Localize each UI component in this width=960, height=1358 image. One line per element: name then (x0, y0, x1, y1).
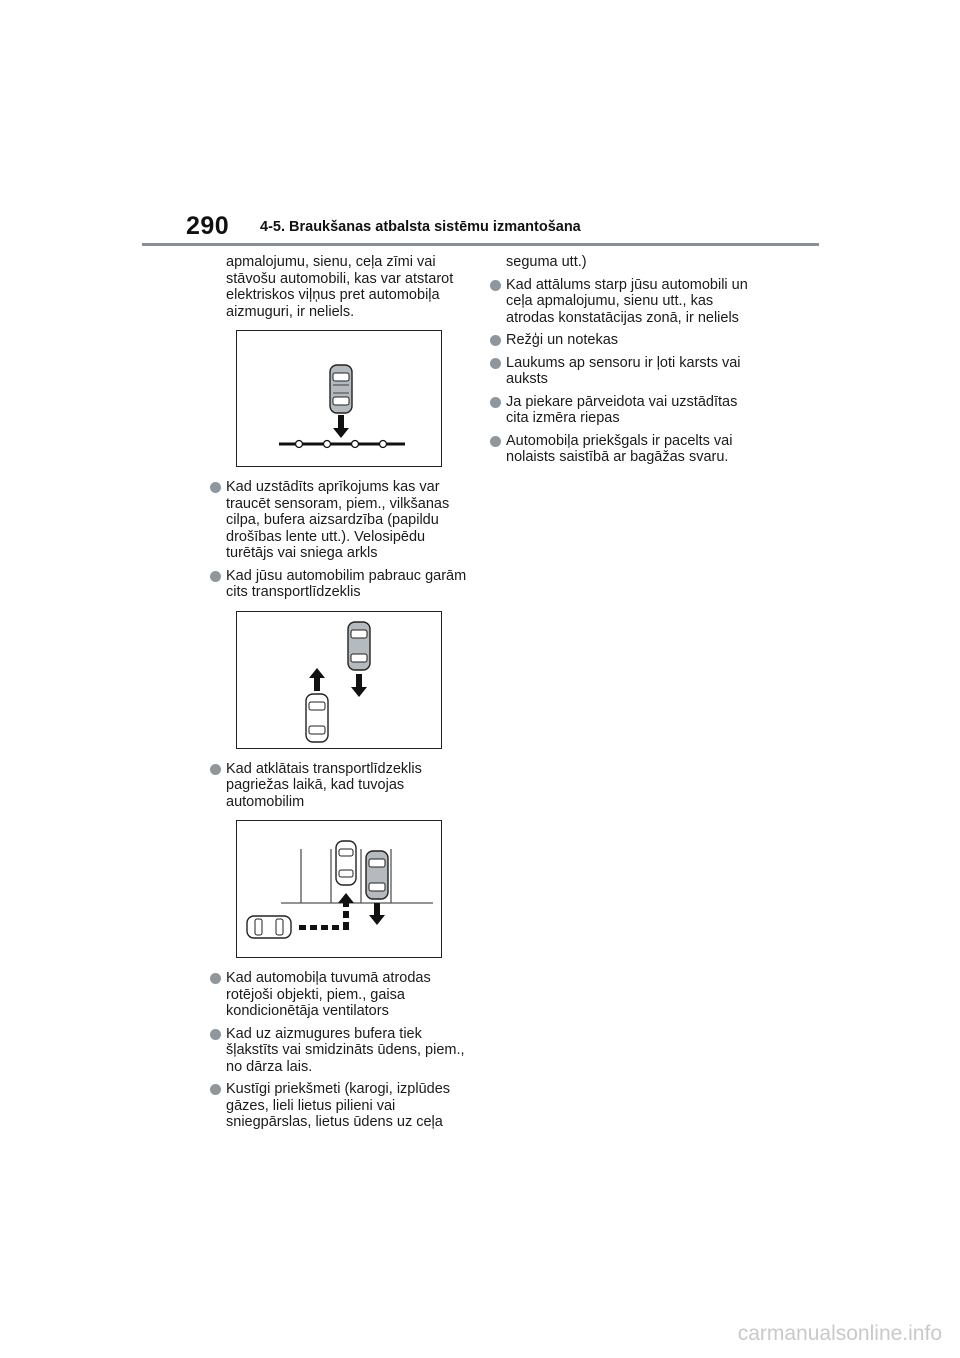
bullet-text: Kad automobiļa tuvumā atrodas rotējoši objekti, piem., gaisa kondicionētāja ventilators (226, 970, 431, 1019)
arrow-up-icon (309, 668, 325, 691)
bullet-icon (210, 1029, 221, 1040)
bullet-item (210, 970, 475, 1020)
bullet-item (210, 1081, 475, 1131)
bullet-text: Automobiļa priekšgals ir pacelts vai nolaists saistībā ar bagāžas svaru. (506, 432, 733, 465)
bullet-item (210, 1026, 475, 1076)
bullet-icon (490, 280, 501, 291)
arrow-down-icon (351, 674, 367, 697)
passing-vehicle-illustration (237, 612, 441, 748)
parking-lines (281, 849, 433, 903)
bullet-icon (490, 335, 501, 346)
bullet-icon (210, 482, 221, 493)
arrow-down-icon (333, 415, 349, 438)
car-icon (247, 916, 291, 938)
car-icon (348, 622, 370, 670)
bullet-item (210, 761, 475, 811)
right-continuation: seguma utt.) (506, 254, 587, 270)
bullet-icon (210, 973, 221, 984)
bullet-icon (210, 764, 221, 775)
figure-car-reversing-to-barrier (236, 330, 442, 467)
intro-continuation: apmalojumu, sienu, ceļa zīmi vai stāvošu automobili, kas var atstarot elektriskos viļņus pret automobiļa aizmuguri, ir neliels. (226, 254, 454, 320)
car-icon (306, 694, 328, 742)
car-icon (366, 851, 388, 899)
car-reversing-to-barrier-illustration (237, 331, 441, 466)
bullet-text: Kad uzstādīts aprīkojums kas var traucēt sensoram, piem., vilkšanas cilpa, bufera aizsardzība (papildu drošības lente utt.). Velosipēdu turētājs vai sniega arkls (226, 479, 450, 561)
page-number: 290 (186, 212, 230, 240)
bullet-item (490, 355, 770, 388)
car-icon (330, 365, 352, 413)
bullet-icon (490, 436, 501, 447)
figure-turning-vehicle (236, 820, 442, 958)
bullet-text: Kad jūsu automobilim pabrauc garām cits transportlīdzeklis (226, 567, 467, 600)
right-column (490, 254, 770, 472)
section-title: 4-5. Braukšanas atbalsta sistēmu izmantošana (260, 219, 581, 235)
bullet-icon (490, 358, 501, 369)
figure-passing-vehicle (236, 611, 442, 749)
bullet-item (490, 394, 770, 427)
car-icon (336, 841, 356, 885)
barrier-line (279, 441, 405, 448)
bullet-icon (210, 1084, 221, 1095)
dashed-path-arrow-icon (299, 893, 354, 930)
footer-watermark[interactable]: carmanualsonline.info (737, 1322, 942, 1345)
bullet-text: Kad atklātais transportlīdzeklis pagriežas laikā, kad tuvojas automobilim (226, 760, 422, 810)
bullet-item (210, 479, 475, 562)
turning-vehicle-illustration (237, 821, 441, 957)
bullet-text: Kustīgi priekšmeti (karogi, izplūdes gāzes, lieli lietus pilieni vai sniegpārslas, lietus ūdens uz ceļa (226, 1081, 451, 1130)
bullet-text: Kad attālums starp jūsu automobili un ceļa apmalojumu, sienu utt., kas atrodas konstatācijas zonā, ir neliels (506, 276, 748, 326)
bullet-item (490, 332, 770, 349)
bullet-text: Laukums ap sensoru ir ļoti karsts vai auksts (506, 354, 741, 387)
bullet-text: Ja piekare pārveidota vai uzstādītas cita izmēra riepas (506, 393, 738, 426)
header-rule (142, 243, 819, 246)
bullet-icon (490, 397, 501, 408)
bullet-item (210, 568, 475, 601)
left-column (210, 254, 475, 1137)
bullet-item (490, 277, 770, 327)
arrow-down-icon (369, 903, 385, 925)
bullet-item (490, 433, 770, 466)
bullet-text: Kad uz aizmugures bufera tiek šļakstīts vai smidzināts ūdens, piem., no dārza lais. (226, 1025, 465, 1075)
bullet-text: Režģi un notekas (506, 332, 619, 348)
bullet-icon (210, 571, 221, 582)
